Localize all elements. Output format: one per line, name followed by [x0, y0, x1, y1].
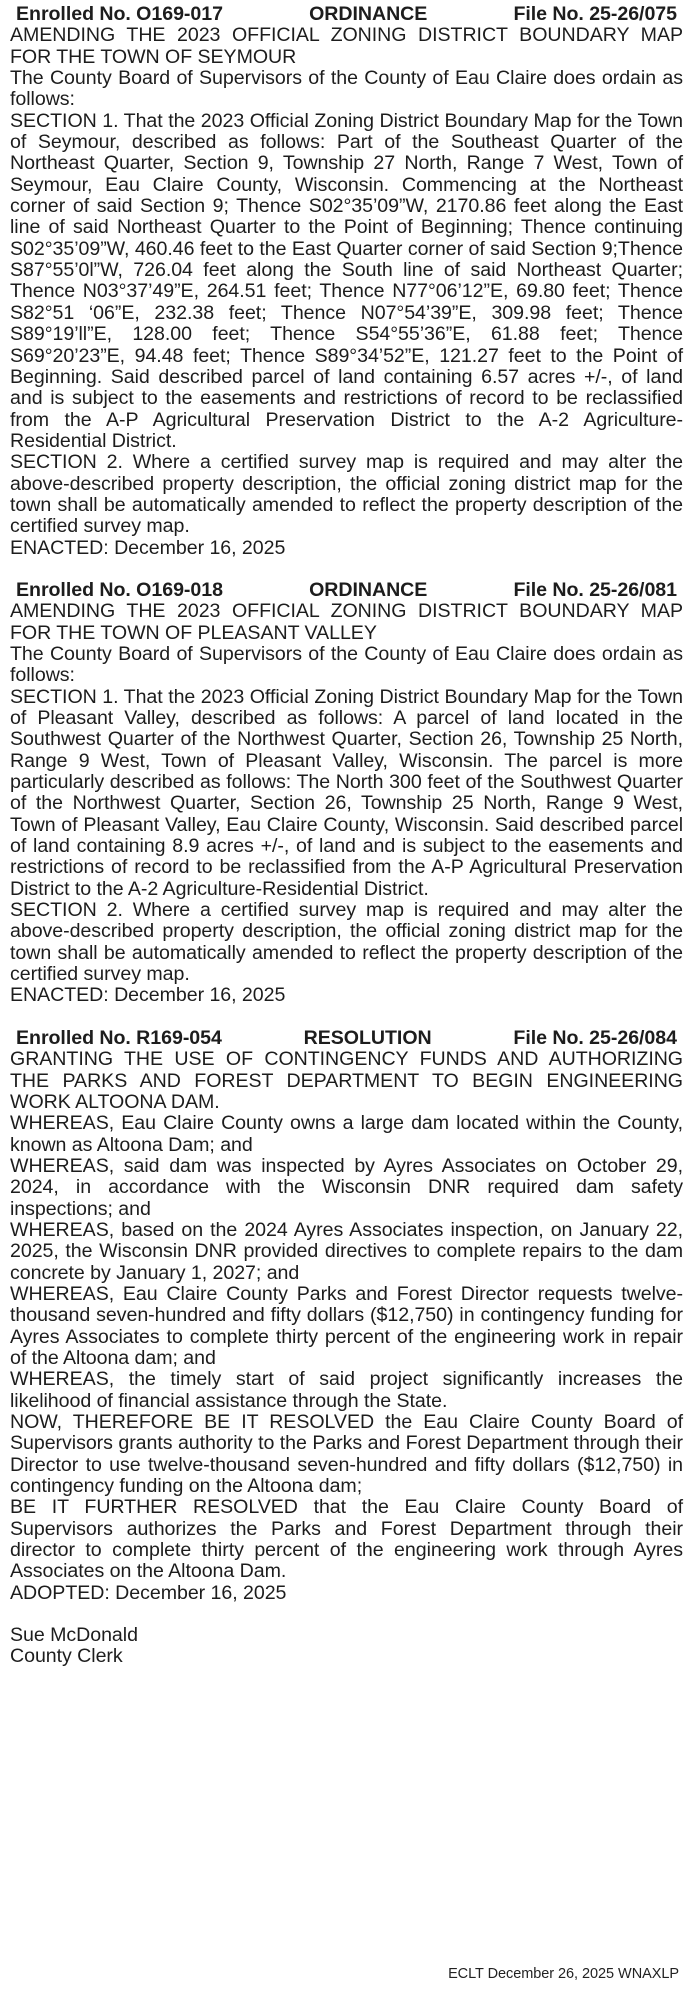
- further-resolved-clause: BE IT FURTHER RESOLVED that the Eau Claire County Board of Supervisors authorizes the Parks and Forest Department through their director to complete thirty percent of the engineering work through Ayres Associates on the Altoona Dam.: [10, 1496, 683, 1583]
- ordinance-notice-o169-018: [10, 580, 683, 1007]
- clerk-title: County Clerk: [10, 1645, 123, 1668]
- resolved-clause: NOW, THEREFORE BE IT RESOLVED the Eau Claire County Board of Supervisors grants authority to the Parks and Forest Department through their Director to use twelve-thousand seven-hundred and fifty dollars ($12,750) in contingency funding on the Altoona dam;: [10, 1411, 683, 1498]
- resolution-notice-r169-054: [10, 1028, 683, 1604]
- notice-type: RESOLUTION: [303, 1026, 432, 1049]
- whereas-clause: WHEREAS, Eau Claire County Parks and Forest Director requests twelve-thousand seven-hundred and fifty dollars ($12,750) in contingency funding for Ayres Associates to complete thirty percent of the engineering work in repair of the Altoona dam; and: [10, 1282, 683, 1369]
- enrolled-number: Enrolled No. R169-054: [16, 1026, 222, 1049]
- file-number: File No. 25-26/081: [513, 578, 677, 601]
- notice-title: AMENDING THE 2023 OFFICIAL ZONING DISTRICT BOUNDARY MAP FOR THE TOWN OF PLEASANT VALLEY: [10, 600, 683, 644]
- file-number: File No. 25-26/075: [513, 3, 677, 25]
- whereas-clause: WHEREAS, based on the 2024 Ayres Associates inspection, on January 22, 2025, the Wisconsin DNR provided directives to complete repairs to the dam concrete by January 1, 2027; and: [10, 1218, 683, 1284]
- clerk-signature-block: [10, 1625, 683, 1668]
- adopted-date: ADOPTED: December 16, 2025: [10, 1581, 287, 1604]
- enrolled-number: Enrolled No. O169-018: [16, 578, 223, 601]
- whereas-clause: WHEREAS, the timely start of said project significantly increases the likelihood of financial assistance through the State.: [10, 1368, 683, 1412]
- publication-footer: ECLT December 26, 2025 WNAXLP: [448, 1966, 679, 1982]
- section-1-text: SECTION 1. That the 2023 Official Zoning District Boundary Map for the Town of Seymour, described as follows: Part of the Southeast Quarter of the Northeast Quarter, Section 9, Township 27 North, Range 7 West, Town of Seymour, Eau Claire County, Wisconsin. Commencing at the Northeast corner of said Section 9; Thence S02°35’09”W, 2170.86 feet along the East line of said Northeast Quarter to the Point of Beginning; Thence continuing S02°35’09”W, 460.46 feet to the East Quarter corner of said Section 9;Thence S87°55’0l”W, 726.04 feet along the South line of said Northeast Quarter; Thence N03°37’49”E, 264.51 feet; Thence N77°06’12”E, 69.80 feet; Thence S82°51 ‘06”E, 232.38 feet; Thence N07°54’39”E, 309.98 feet; Thence S89°19’ll”E, 128.00 feet; Thence S54°55’36”E, 61.88 feet; Thence S69°20’23”E, 94.48 feet; Thence S89°34’52”E, 121.27 feet to the Point of Beginning. Said described parcel of land containing 6.57 acres +/-, of land and is subject to the easements and restrictions of record to be reclassified from the A-P Agricultural Preservation District to the A-2 Agriculture-Residential District.: [10, 109, 683, 452]
- notice-title: GRANTING THE USE OF CONTINGENCY FUNDS AND AUTHORIZING THE PARKS AND FOREST DEPARTMENT TO BEGIN ENGINEERING WORK ALTOONA DAM.: [10, 1048, 683, 1113]
- notice-header: [10, 4, 683, 25]
- section-2-text: SECTION 2. Where a certified survey map is required and may alter the above-described property description, the official zoning district map for the town shall be automatically amended to reflect the property description of the certified survey map.: [10, 451, 683, 538]
- notice-title: AMENDING THE 2023 OFFICIAL ZONING DISTRICT BOUNDARY MAP FOR THE TOWN OF SEYMOUR: [10, 24, 683, 68]
- section-2-text: SECTION 2. Where a certified survey map is required and may alter the above-described property description, the official zoning district map for the town shall be automatically amended to reflect the property description of the certified survey map.: [10, 899, 683, 986]
- clerk-name: Sue McDonald: [10, 1624, 138, 1647]
- whereas-clause: WHEREAS, Eau Claire County owns a large dam located within the County, known as Altoona Dam; and: [10, 1112, 683, 1156]
- enrolled-number: Enrolled No. O169-017: [16, 3, 223, 25]
- notice-type: ORDINANCE: [309, 578, 428, 601]
- file-number: File No. 25-26/084: [513, 1026, 677, 1049]
- whereas-clause: WHEREAS, said dam was inspected by Ayres Associates on October 29, 2024, in accordance with the Wisconsin DNR required dam safety inspections; and: [10, 1154, 683, 1220]
- notice-header: [10, 580, 683, 601]
- notice-type: ORDINANCE: [309, 3, 428, 25]
- ordinance-notice-o169-017: [10, 4, 683, 559]
- enacted-date: ENACTED: December 16, 2025: [10, 984, 286, 1007]
- enacted-date: ENACTED: December 16, 2025: [10, 536, 286, 559]
- section-1-text: SECTION 1. That the 2023 Official Zoning District Boundary Map for the Town of Pleasant Valley, described as follows: A parcel of land located in the Southwest Quarter of the Northwest Quarter, Section 26, Township 25 North, Range 9 West, Town of Pleasant Valley, Wisconsin. The parcel is more particularly described as follows: The North 300 feet of the Southwest Quarter of the Northwest Quarter, Section 26, Township 25 North, Range 9 West, Town of Pleasant Valley, Eau Claire County, Wisconsin. Said described parcel of land containing 8.9 acres +/-, of land and is subject to the easements and restrictions of record to be reclassified from the A-P Agricultural Preservation District to the A-2 Agriculture-Residential District.: [10, 685, 683, 900]
- notice-header: [10, 1028, 683, 1049]
- notice-preamble: The County Board of Supervisors of the County of Eau Claire does ordain as follows:: [10, 67, 683, 111]
- notice-preamble: The County Board of Supervisors of the County of Eau Claire does ordain as follows:: [10, 642, 683, 687]
